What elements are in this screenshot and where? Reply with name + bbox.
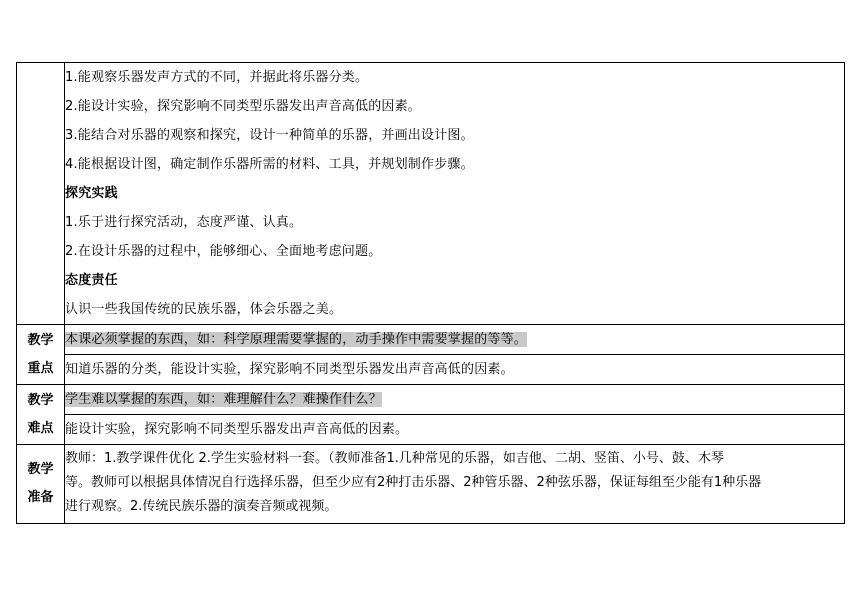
preparation-content-cell <box>65 445 845 524</box>
difficulties-label <box>17 385 65 445</box>
objectives-label-cell <box>17 63 65 325</box>
practice-line: 1.乐于进行探究活动，态度严谨、认真。 <box>65 215 303 230</box>
key-points-label <box>17 325 65 385</box>
preparation-line: 等。教师可以根据具体情况自行选择乐器，但至少应有2种打击乐器、2种管乐器、2种弦乐器，保证每组至少能有1种乐器 <box>65 475 762 490</box>
objective-line: 4.能根据设计图，确定制作乐器所需的材料、工具，并规划制作步骤。 <box>65 157 474 172</box>
key-points-label-line2: 重点 <box>27 360 54 376</box>
difficulties-label-line2: 难点 <box>27 420 54 436</box>
preparation-row <box>17 445 845 524</box>
preparation-content <box>65 445 844 523</box>
difficulties-label-line1: 教学 <box>27 392 54 408</box>
objectives-row <box>17 63 845 325</box>
practice-line: 2.在设计乐器的过程中，能够细心、全面地考虑问题。 <box>65 244 382 259</box>
key-points-content-cell <box>65 355 845 385</box>
key-points-content-row <box>17 355 845 385</box>
difficulties-hint: 学生难以掌握的东西，如：难理解什么？难操作什么？ <box>65 392 382 407</box>
objectives-content-cell <box>65 63 845 325</box>
difficulties-hint-row <box>17 385 845 415</box>
difficulties-content-cell <box>65 415 845 445</box>
attitude-heading: 态度责任 <box>65 273 118 288</box>
key-points-hint-cell <box>65 325 845 355</box>
difficulties-content: 能设计实验，探究影响不同类型乐器发出声音高低的因素。 <box>65 422 409 437</box>
key-points-content: 知道乐器的分类，能设计实验，探究影响不同类型乐器发出声音高低的因素。 <box>65 362 514 377</box>
attitude-line: 认识一些我国传统的民族乐器，体会乐器之美。 <box>65 302 343 317</box>
key-points-hint-row <box>17 325 845 355</box>
objective-line: 1.能观察乐器发声方式的不同，并据此将乐器分类。 <box>65 70 369 85</box>
preparation-line: 进行观察。2.传统民族乐器的演奏音频或视频。 <box>65 499 338 514</box>
difficulties-hint-cell <box>65 385 845 415</box>
key-points-label-line1: 教学 <box>27 332 54 348</box>
key-points-hint: 本课必须掌握的东西，如：科学原理需要掌握的，动手操作中需要掌握的等等。 <box>65 332 528 347</box>
practice-heading: 探究实践 <box>65 186 118 201</box>
preparation-label <box>17 445 65 524</box>
preparation-label-line1: 教学 <box>27 462 54 477</box>
objective-line: 3.能结合对乐器的观察和探究，设计一种简单的乐器，并画出设计图。 <box>65 128 474 143</box>
objective-line: 2.能设计实验，探究影响不同类型乐器发出声音高低的因素。 <box>65 99 422 114</box>
lesson-plan-table <box>16 62 845 524</box>
difficulties-content-row <box>17 415 845 445</box>
preparation-label-line2: 准备 <box>27 490 54 505</box>
preparation-line: 教师：1.教学课件优化 2.学生实验材料一套。（教师准备1.几种常见的乐器，如吉他、二胡、竖笛、小号、鼓、木琴 <box>65 451 724 466</box>
